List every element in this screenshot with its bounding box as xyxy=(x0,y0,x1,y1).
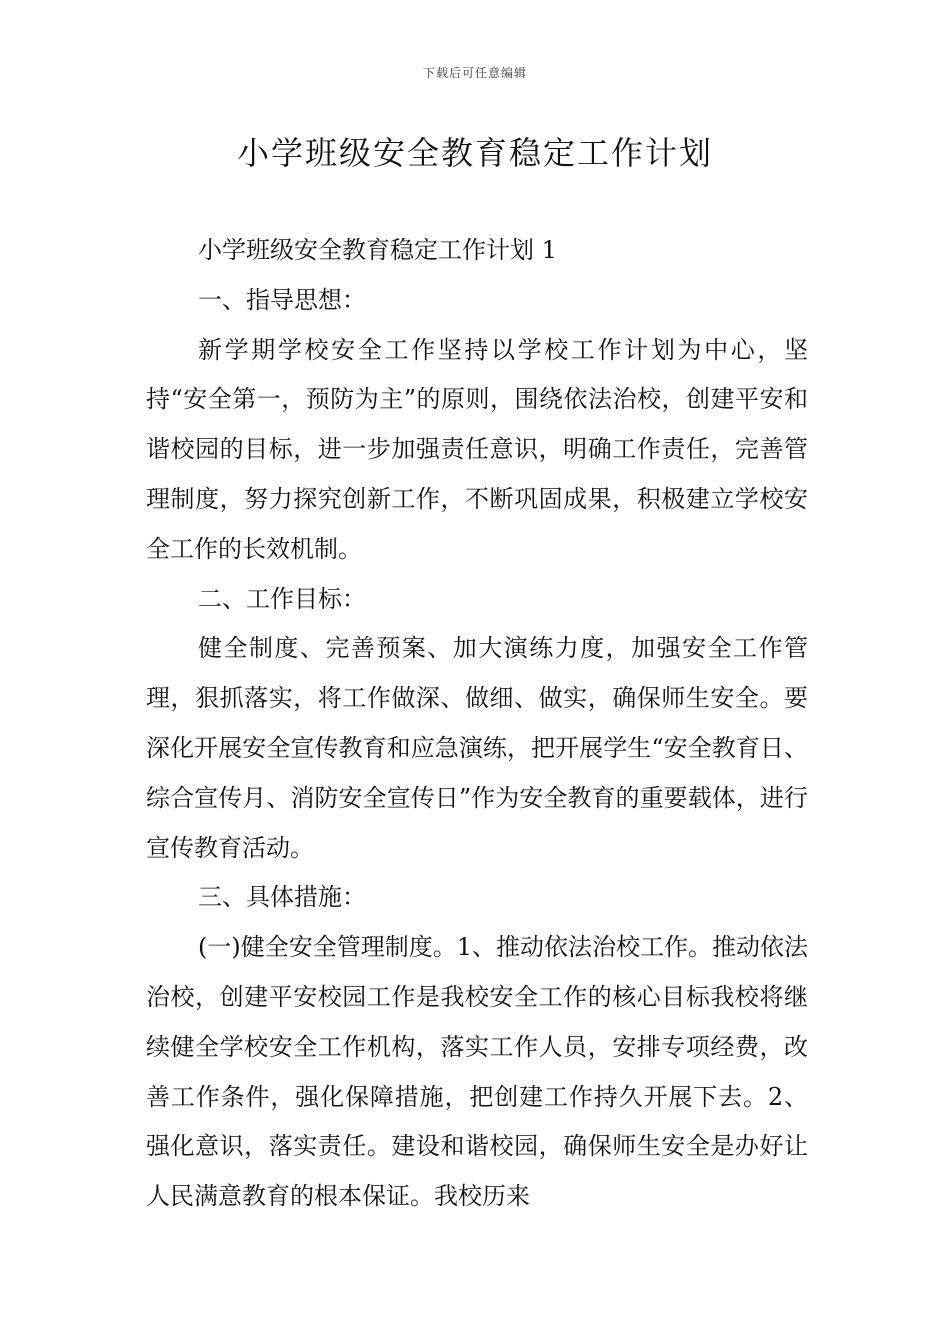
body-paragraph: 新学期学校安全工作坚持以学校工作计划为中心，坚持“安全第一，预防为主”的原则，围绕依法治校，创建平安和谐校园的目标，进一步加强责任意识，明确工作责任，完善管理制度，努力探究创新工作，不断巩固成果，积极建立学校安全工作的长效机制。 xyxy=(146,335,808,563)
document-body xyxy=(146,226,808,1222)
section-heading-guiding-idea: 一、指导思想： xyxy=(198,285,366,314)
header-note: 下载后可任意编辑 xyxy=(422,66,527,80)
section-heading-measures: 三、具体措施： xyxy=(198,883,366,912)
body-paragraph: 健全制度、完善预案、加大演练力度，加强安全工作管理，狠抓落实，将工作做深、做细、做实，确保师生安全。要深化开展安全宣传教育和应急演练，把开展学生“安全教育日、综合宣传月、消防安全宣传日”作为安全教育的重要载体，进行宣传教育活动。 xyxy=(146,634,808,862)
section-heading-goals: 二、工作目标： xyxy=(198,584,366,613)
body-paragraph: (一)健全安全管理制度。1、推动依法治校工作。推动依法治校，创建平安校园工作是我校安全工作的核心目标我校将继续健全学校安全工作机构，落实工作人员，安排专项经费，改善工作条件，强化保障措施，把创建工作持久开展下去。2、强化意识，落实责任。建设和谐校园，确保师生安全是办好让人民满意教育的根本保证。我校历来 xyxy=(146,933,808,1211)
document-title: 小学班级安全教育稳定工作计划 xyxy=(236,134,713,172)
section-heading-plan: 小学班级安全教育稳定工作计划 1 xyxy=(198,236,557,264)
